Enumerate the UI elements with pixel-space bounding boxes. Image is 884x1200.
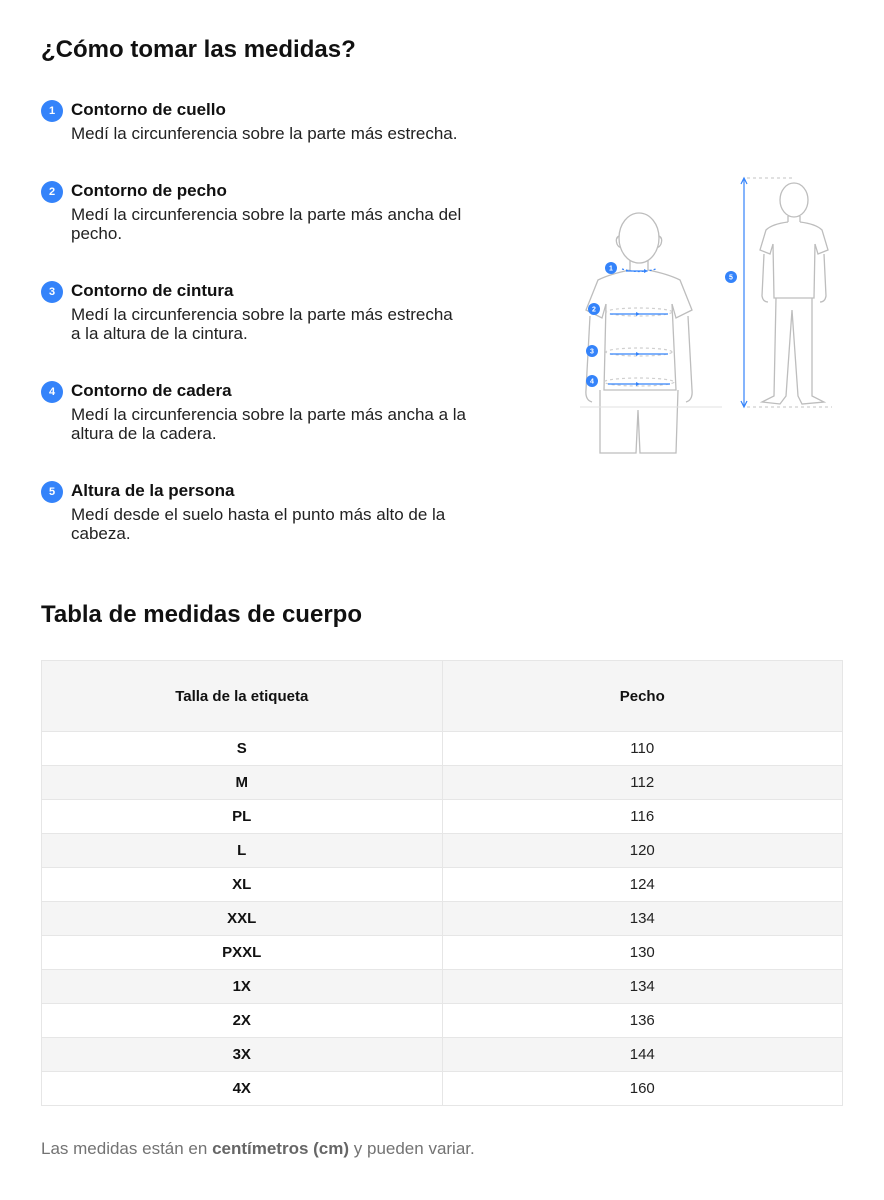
height-line — [741, 178, 832, 407]
size-cell: 1X — [42, 970, 443, 1004]
step-description: Medí la circunferencia sobre la parte más ancha a la altura de la cadera. — [71, 405, 466, 443]
step-number-badge: 5 — [41, 481, 63, 503]
chest-cell: 134 — [442, 902, 843, 936]
step-number-badge: 2 — [41, 181, 63, 203]
table-row — [42, 732, 843, 766]
size-cell: PL — [42, 800, 443, 834]
step-title: Contorno de cadera — [71, 381, 232, 400]
step-height — [41, 481, 491, 543]
chest-cell: 124 — [442, 868, 843, 902]
table-row — [42, 1004, 843, 1038]
page-title: ¿Cómo tomar las medidas? — [41, 36, 356, 63]
table-title: Tabla de medidas de cuerpo — [41, 601, 362, 628]
step-waist — [41, 281, 491, 343]
table-row — [42, 1072, 843, 1106]
step-title: Altura de la persona — [71, 481, 235, 500]
chest-cell: 134 — [442, 970, 843, 1004]
table-row — [42, 834, 843, 868]
step-description: Medí la circunferencia sobre la parte más ancha del pecho. — [71, 205, 462, 243]
chest-cell: 112 — [442, 766, 843, 800]
marker-3: 3 — [590, 348, 594, 356]
table-header-row — [42, 661, 843, 732]
step-number-badge: 4 — [41, 381, 63, 403]
units-footnote: Las medidas están en centímetros (cm) y pueden variar. — [41, 1139, 475, 1158]
step-description: Medí desde el suelo hasta el punto más alto de la cabeza. — [71, 505, 446, 543]
chest-cell: 130 — [442, 936, 843, 970]
size-cell: XXL — [42, 902, 443, 936]
table-row — [42, 1038, 843, 1072]
table-row — [42, 902, 843, 936]
marker-badges — [586, 262, 737, 387]
marker-4: 4 — [590, 378, 594, 386]
size-cell: 3X — [42, 1038, 443, 1072]
step-chest — [41, 181, 491, 243]
table-row — [42, 800, 843, 834]
size-cell: S — [42, 732, 443, 766]
chest-cell: 110 — [442, 732, 843, 766]
measurement-illustration — [580, 170, 850, 460]
step-number-badge: 1 — [41, 100, 63, 122]
column-header-chest: Pecho — [442, 661, 843, 732]
size-cell: 2X — [42, 1004, 443, 1038]
step-description: Medí la circunferencia sobre la parte más estrecha. — [71, 124, 458, 143]
marker-1: 1 — [609, 265, 613, 273]
chest-cell: 120 — [442, 834, 843, 868]
column-header-size: Talla de la etiqueta — [42, 661, 443, 732]
full-body-figure-icon — [760, 183, 828, 404]
size-cell: XL — [42, 868, 443, 902]
marker-5: 5 — [729, 274, 733, 282]
table-row — [42, 766, 843, 800]
measure-lines — [604, 269, 674, 386]
measure-arrows-icon — [636, 269, 648, 386]
table-row — [42, 970, 843, 1004]
size-cell: PXXL — [42, 936, 443, 970]
step-description: Medí la circunferencia sobre la parte más estrecha a la altura de la cintura. — [71, 305, 453, 343]
measurement-steps — [41, 100, 491, 543]
marker-2: 2 — [592, 306, 596, 314]
size-cell: M — [42, 766, 443, 800]
front-figure-icon — [586, 213, 692, 453]
size-cell: 4X — [42, 1072, 443, 1106]
step-title: Contorno de pecho — [71, 181, 227, 200]
chest-cell: 160 — [442, 1072, 843, 1106]
step-title: Contorno de cuello — [71, 100, 226, 119]
step-number-badge: 3 — [41, 281, 63, 303]
size-table — [41, 660, 843, 1106]
size-cell: L — [42, 834, 443, 868]
step-title: Contorno de cintura — [71, 281, 234, 300]
table-row — [42, 868, 843, 902]
step-neck — [41, 100, 491, 143]
table-row — [42, 936, 843, 970]
step-hip — [41, 381, 491, 443]
chest-cell: 116 — [442, 800, 843, 834]
chest-cell: 144 — [442, 1038, 843, 1072]
chest-cell: 136 — [442, 1004, 843, 1038]
